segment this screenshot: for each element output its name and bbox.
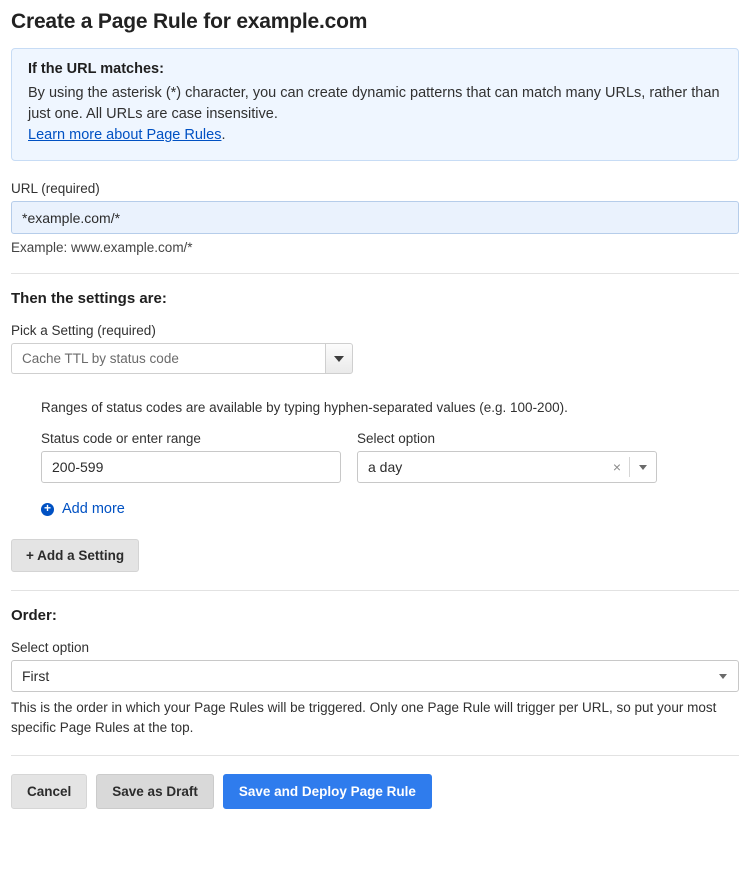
url-hint: Example: www.example.com/* bbox=[11, 240, 193, 256]
url-input[interactable] bbox=[11, 201, 739, 234]
setting-picker-toggle[interactable] bbox=[325, 343, 353, 374]
add-setting-button[interactable]: + Add a Setting bbox=[11, 539, 139, 572]
clear-icon[interactable]: × bbox=[612, 459, 621, 476]
ttl-option-select[interactable] bbox=[357, 451, 657, 483]
settings-section-title: Then the settings are: bbox=[11, 290, 167, 308]
save-draft-button[interactable]: Save as Draft bbox=[96, 774, 214, 809]
ttl-option-label: Select option bbox=[357, 431, 436, 447]
divider-footer bbox=[11, 755, 739, 756]
chevron-down-icon bbox=[719, 674, 727, 679]
add-more-button[interactable] bbox=[41, 501, 739, 517]
page-title: Create a Page Rule for example.com bbox=[11, 10, 368, 33]
add-more-label: Add more bbox=[62, 501, 125, 518]
status-code-label: Status code or enter range bbox=[41, 431, 201, 447]
status-option-row bbox=[41, 431, 739, 483]
ttl-option-toggle[interactable] bbox=[630, 465, 656, 470]
ttl-option-value: a day bbox=[368, 459, 403, 476]
divider-order bbox=[11, 590, 739, 591]
order-select[interactable] bbox=[11, 660, 739, 692]
order-hint bbox=[11, 698, 739, 737]
order-hint-line1: This is the order in which your Page Rules will be triggered. Only one Page Rule will trigger per URL, so put your bbox=[11, 700, 684, 716]
status-range-note: Ranges of status codes are available by typing hyphen-separated values (e.g. 100-200). bbox=[41, 400, 568, 416]
setting-picker-label: Pick a Setting (required) bbox=[11, 323, 156, 339]
url-match-callout bbox=[11, 48, 739, 161]
form-actions bbox=[11, 774, 739, 809]
status-code-group bbox=[41, 431, 341, 483]
setting-picker-value[interactable]: Cache TTL by status code bbox=[11, 343, 325, 374]
order-section-title: Order: bbox=[11, 607, 57, 625]
ttl-option-group bbox=[357, 431, 657, 483]
divider-settings bbox=[11, 273, 739, 274]
callout-body-line1: By using the asterisk (*) character, you can create dynamic patterns that can match many URLs, bbox=[28, 85, 646, 101]
cancel-button[interactable]: Cancel bbox=[11, 774, 87, 809]
plus-circle-icon bbox=[41, 503, 54, 516]
order-select-toggle[interactable] bbox=[708, 674, 738, 679]
chevron-down-icon bbox=[639, 465, 647, 470]
chevron-down-icon bbox=[334, 356, 344, 362]
page-rule-form bbox=[0, 10, 750, 872]
callout-link-suffix: . bbox=[221, 127, 226, 144]
status-code-input[interactable] bbox=[41, 451, 341, 483]
order-select-value: First bbox=[22, 668, 50, 685]
callout-body bbox=[28, 83, 722, 146]
url-field-label: URL (required) bbox=[11, 181, 100, 197]
cache-ttl-panel bbox=[11, 400, 739, 517]
callout-body-line2: rather than just one. All URLs are case insensitive. bbox=[28, 85, 720, 123]
callout-title: If the URL matches: bbox=[28, 61, 164, 77]
learn-more-link[interactable]: Learn more about Page Rules bbox=[28, 127, 222, 144]
save-deploy-button[interactable]: Save and Deploy Page Rule bbox=[223, 774, 432, 809]
setting-picker[interactable] bbox=[11, 343, 353, 374]
order-hint-line2: most specific Page Rules at the top. bbox=[11, 700, 717, 735]
order-select-label: Select option bbox=[11, 640, 90, 656]
